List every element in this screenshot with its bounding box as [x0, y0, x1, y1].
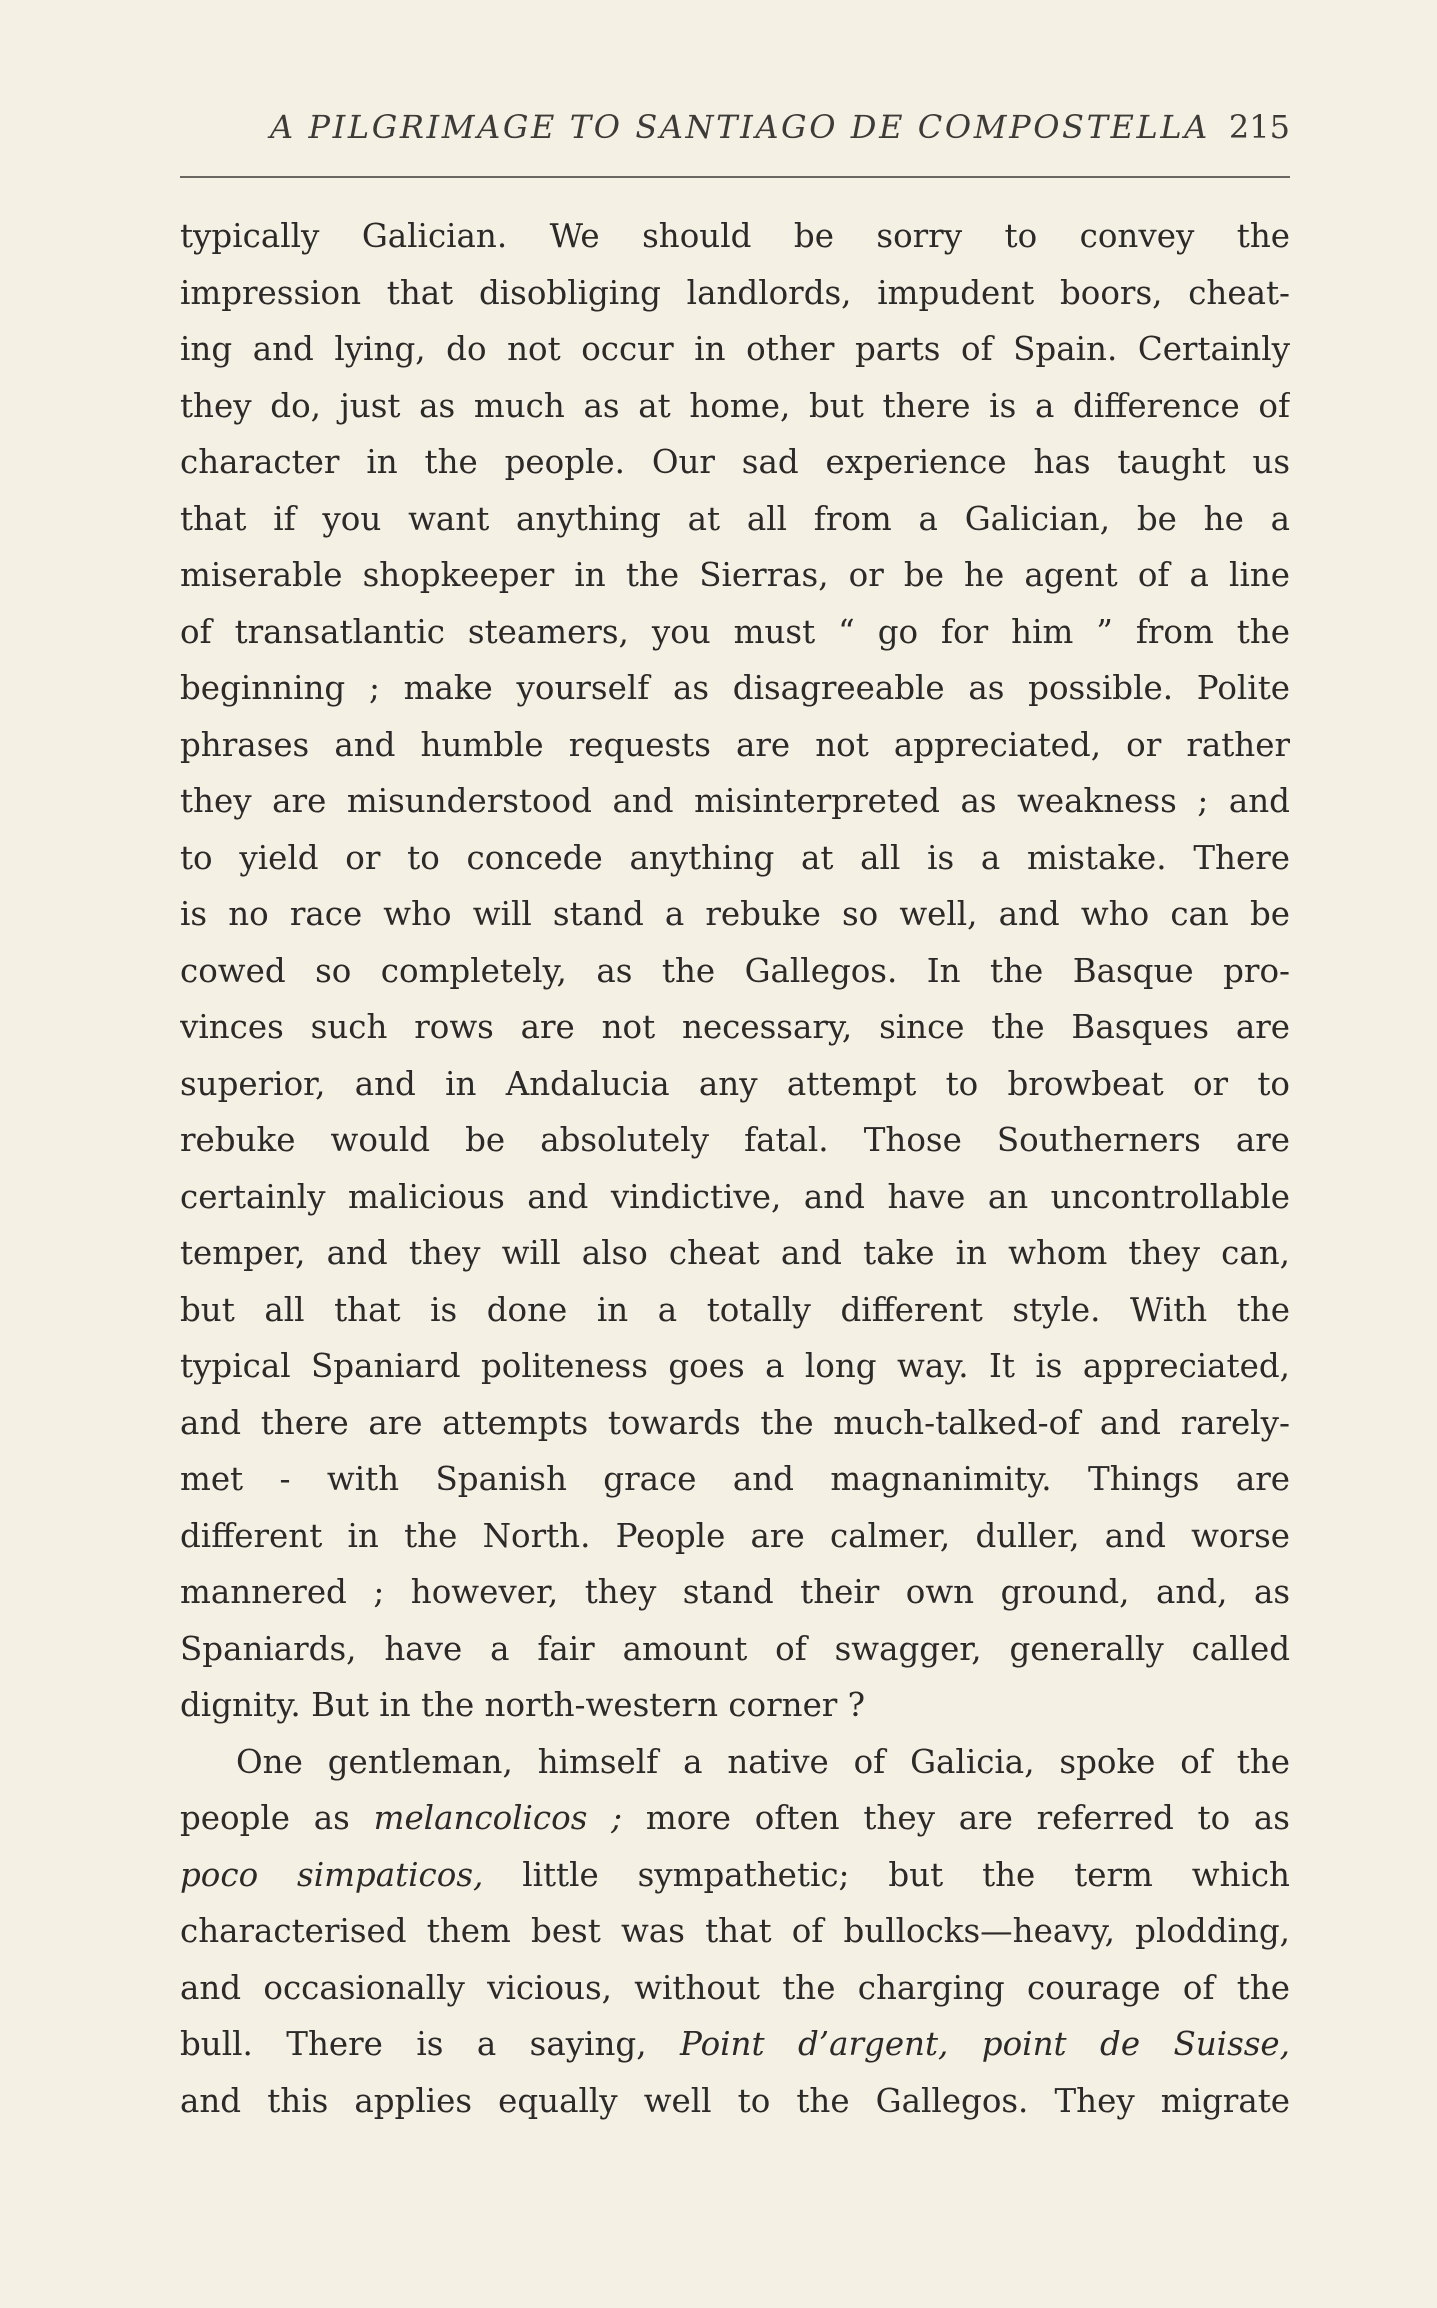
text-line: they do, just as much as at home, but there is a difference of — [180, 386, 1290, 425]
text-line: beginning ; make yourself as disagreeable as possible. Polite — [180, 669, 1290, 707]
text-line: dignity. But in the north-western corner ? — [180, 1686, 866, 1724]
running-title: A PILGRIMAGE TO SANTIAGO DE COMPOSTELLA — [270, 108, 1210, 146]
text-line: temper, and they will also cheat and take in whom they can, — [180, 1234, 1290, 1272]
text-run: bull. There is a saying, — [180, 2025, 681, 2063]
text-line: of transatlantic steamers, you must “ go for him ” from the — [180, 612, 1290, 651]
page-number: 215 — [1228, 108, 1290, 146]
italic-text: melancolicos ; — [373, 1799, 623, 1837]
text-line: characterised them best was that of bullocks—heavy, plodding, — [180, 1912, 1290, 1950]
text-line: certainly malicious and vindictive, and have an uncontrollable — [180, 1177, 1290, 1216]
text-line: cowed so completely, as the Gallegos. In the Basque pro- — [180, 951, 1290, 990]
text-line: ing and lying, do not occur in other parts of Spain. Certainly — [180, 330, 1290, 368]
text-line: superior, and in Andalucia any attempt to browbeat or to — [180, 1064, 1290, 1103]
text-line: to yield or to concede anything at all is a mistake. There — [180, 838, 1290, 877]
text-line — [180, 1847, 1290, 1904]
text-line: different in the North. People are calmer, duller, and worse — [180, 1516, 1290, 1555]
italic-text: poco simpaticos, — [180, 1855, 484, 1894]
text-line: they are misunderstood and misinterpreted as weakness ; and — [180, 782, 1290, 820]
text-line: rebuke would be absolutely fatal. Those Southerners are — [180, 1121, 1290, 1159]
text-line — [180, 1790, 1290, 1847]
text-line: miserable shopkeeper in the Sierras, or be he agent of a line — [180, 556, 1290, 594]
text-line: that if you want anything at all from a Galician, be he a — [180, 499, 1290, 538]
text-line: and occasionally vicious, without the charging courage of the — [180, 1968, 1290, 2007]
text-line: character in the people. Our sad experience has taught us — [180, 443, 1290, 481]
body-text — [180, 208, 1290, 2129]
text-line: but all that is done in a totally different style. With the — [180, 1290, 1290, 1329]
italic-text: Point d’argent, point de Suisse, — [680, 2025, 1290, 2063]
text-line: typically Galician. We should be sorry to convey the — [180, 217, 1290, 255]
text-line: One gentleman, himself a native of Galicia, spoke of the — [236, 1742, 1290, 1781]
text-line: and there are attempts towards the much-talked-of and rarely- — [180, 1403, 1290, 1442]
text-line: mannered ; however, they stand their own ground, and, as — [180, 1573, 1290, 1611]
text-line: met - with Spanish grace and magnanimity. Things are — [180, 1460, 1290, 1498]
text-run: people as — [180, 1799, 374, 1837]
text-run: more often they are referred to as — [622, 1799, 1290, 1837]
text-line: typical Spaniard politeness goes a long way. It is appreciated, — [180, 1347, 1290, 1385]
text-run: little sympathetic; but the term which — [483, 1855, 1290, 1894]
text-line: impression that disobliging landlords, impudent boors, cheat- — [180, 273, 1290, 312]
text-line — [180, 2016, 1290, 2073]
text-line: vinces such rows are not necessary, since the Basques are — [180, 1008, 1290, 1046]
text-line: Spaniards, have a fair amount of swagger, generally called — [180, 1629, 1290, 1668]
text-line: and this applies equally well to the Gallegos. They migrate — [180, 2081, 1290, 2120]
text-line: phrases and humble requests are not appreciated, or rather — [180, 725, 1290, 764]
running-head — [180, 108, 1290, 152]
header-rule — [180, 176, 1290, 178]
text-line: is no race who will stand a rebuke so well, and who can be — [180, 895, 1290, 933]
